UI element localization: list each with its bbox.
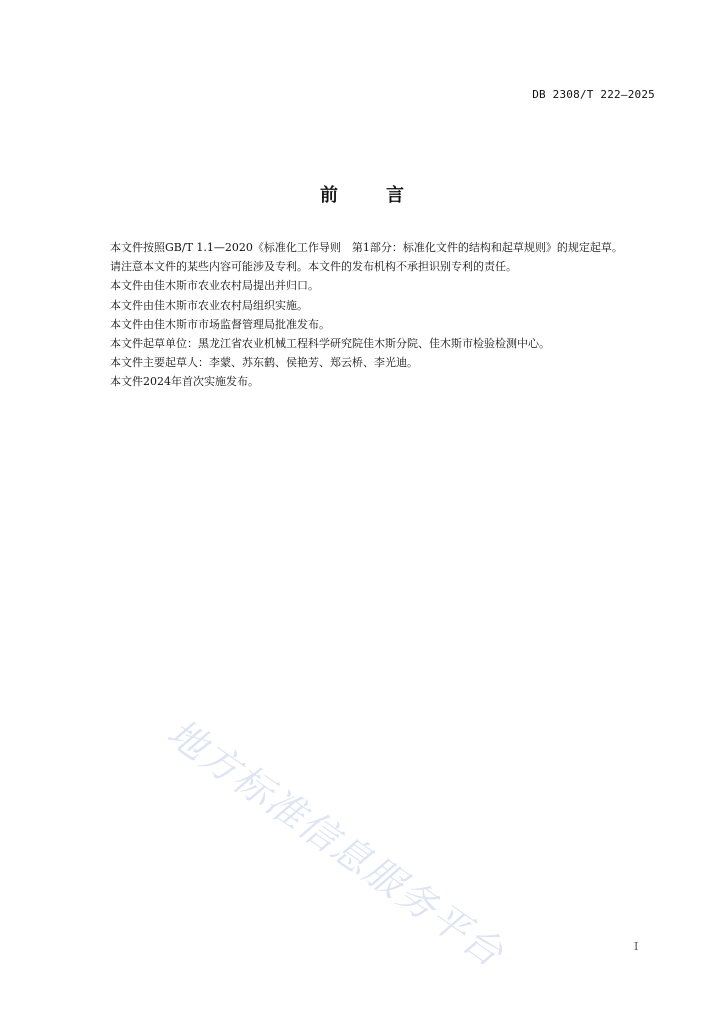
document-code: DB 2308/T 222—2025 <box>532 88 655 101</box>
paragraph-approved-by: 本文件由佳木斯市市场监督管理局批准发布。 <box>110 317 330 331</box>
page-number: I <box>634 940 639 953</box>
page-title: 前言 <box>320 185 452 206</box>
paragraph-first-release: 本文件2024年首次实施发布。 <box>110 375 259 389</box>
paragraph-drafting-rules: 本文件按照GB/T 1.1—2020《标准化工作导则 第1部分：标准化文件的结构和起草规则》的规定起草。 <box>110 241 623 254</box>
paragraph-drafters: 本文件主要起草人：李蒙、苏东鹤、侯艳芳、郑云桥、李光迪。 <box>110 356 418 370</box>
paragraph-proposed-by: 本文件由佳木斯市农业农村局提出并归口。 <box>110 279 319 293</box>
paragraph-drafting-units: 本文件起草单位：黑龙江省农业机械工程科学研究院佳木斯分院、佳木斯市检验检测中心。 <box>110 337 550 351</box>
paragraph-patent-notice: 请注意本文件的某些内容可能涉及专利。本文件的发布机构不承担识别专利的责任。 <box>110 260 517 274</box>
paragraph-implemented-by: 本文件由佳木斯市农业农村局组织实施。 <box>110 298 308 312</box>
foreword-body <box>88 238 656 392</box>
watermark: 地方标准信息服务平台 <box>159 710 513 976</box>
